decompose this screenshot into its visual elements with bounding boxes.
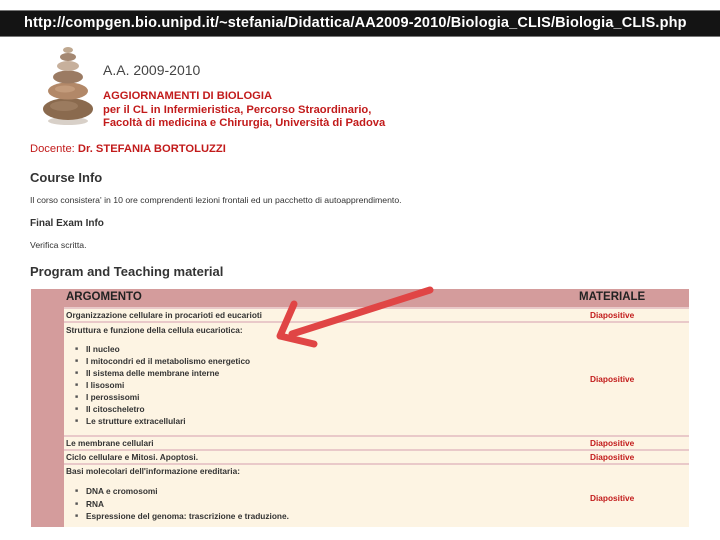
course-title-line2: per il CL in Infermieristica, Percorso Straordinario, (103, 103, 372, 116)
subtopic-item: ■ RNA (86, 499, 104, 509)
table-row-topic: Ciclo cellulare e Mitosi. Apoptosi. (66, 452, 199, 462)
course-title (103, 90, 385, 131)
course-title-line3: Facoltà di medicina e Chirurgia, Università di Padova (103, 117, 386, 129)
row-divider (64, 463, 689, 465)
subtopic-item: ■ Il nucleo (86, 344, 120, 354)
diapositive-link[interactable]: Diapositive (590, 310, 635, 320)
subtopic-item: ■ DNA e cromosomi (86, 486, 158, 496)
program-heading: Program and Teaching material (30, 264, 224, 279)
diapositive-link[interactable]: Diapositive (590, 438, 635, 448)
address-bar[interactable] (0, 10, 720, 37)
row-divider (64, 449, 689, 451)
subtopic-item: ■ I lisosomi (86, 380, 124, 390)
course-title-line1: AGGIORNAMENTI DI BIOLOGIA (103, 90, 273, 102)
diapositive-link[interactable]: Diapositive (590, 452, 635, 462)
docente-label: Docente: (30, 143, 75, 155)
subtopic-item: ■ I mitocondri ed il metabolismo energetico (86, 356, 250, 366)
subtopic-item: ■ Le strutture extracellulari (86, 416, 186, 426)
table-row-topic: Le membrane cellulari (66, 438, 154, 448)
docente-line (30, 143, 226, 155)
docente-name: Dr. STEFANIA BORTOLUZZI (77, 143, 226, 155)
diapositive-link[interactable]: Diapositive (590, 493, 635, 503)
stones-logo-image (40, 46, 96, 126)
table-row-topic: Struttura e funzione della cellula eucariotica: (66, 325, 243, 335)
table-row-topic: Basi molecolari dell'informazione ereditaria: (66, 466, 240, 476)
subtopic-item: ■ Espressione del genoma: trascrizione e traduzione. (86, 511, 289, 521)
table-left-column (31, 289, 64, 527)
diapositive-link[interactable]: Diapositive (590, 374, 635, 384)
course-info-text: Il corso consistera' in 10 ore comprendenti lezioni frontali ed un pacchetto di autoapprendimento. (30, 195, 402, 205)
academic-year: A.A. 2009-2010 (103, 62, 201, 78)
header-materiale: MATERIALE (579, 291, 646, 303)
table-row-topic: Organizzazione cellulare in procarioti ed eucarioti (66, 310, 262, 320)
final-exam-text: Verifica scritta. (30, 240, 87, 250)
url-text[interactable]: http://compgen.bio.unipd.it/~stefania/Didattica/AA2009-2010/Biologia_CLIS/Biologia_CLIS.php (24, 15, 687, 31)
subtopic-item: ■ Il citoscheletro (86, 404, 145, 414)
row-divider (64, 435, 689, 437)
subtopic-item: ■ Il sistema delle membrane interne (86, 368, 219, 378)
header-argomento: ARGOMENTO (66, 291, 142, 303)
subtopic-item: ■ I perossisomi (86, 392, 140, 402)
final-exam-heading: Final Exam Info (30, 218, 104, 229)
course-info-heading: Course Info (30, 170, 103, 185)
annotation-arrow-icon (270, 280, 440, 350)
